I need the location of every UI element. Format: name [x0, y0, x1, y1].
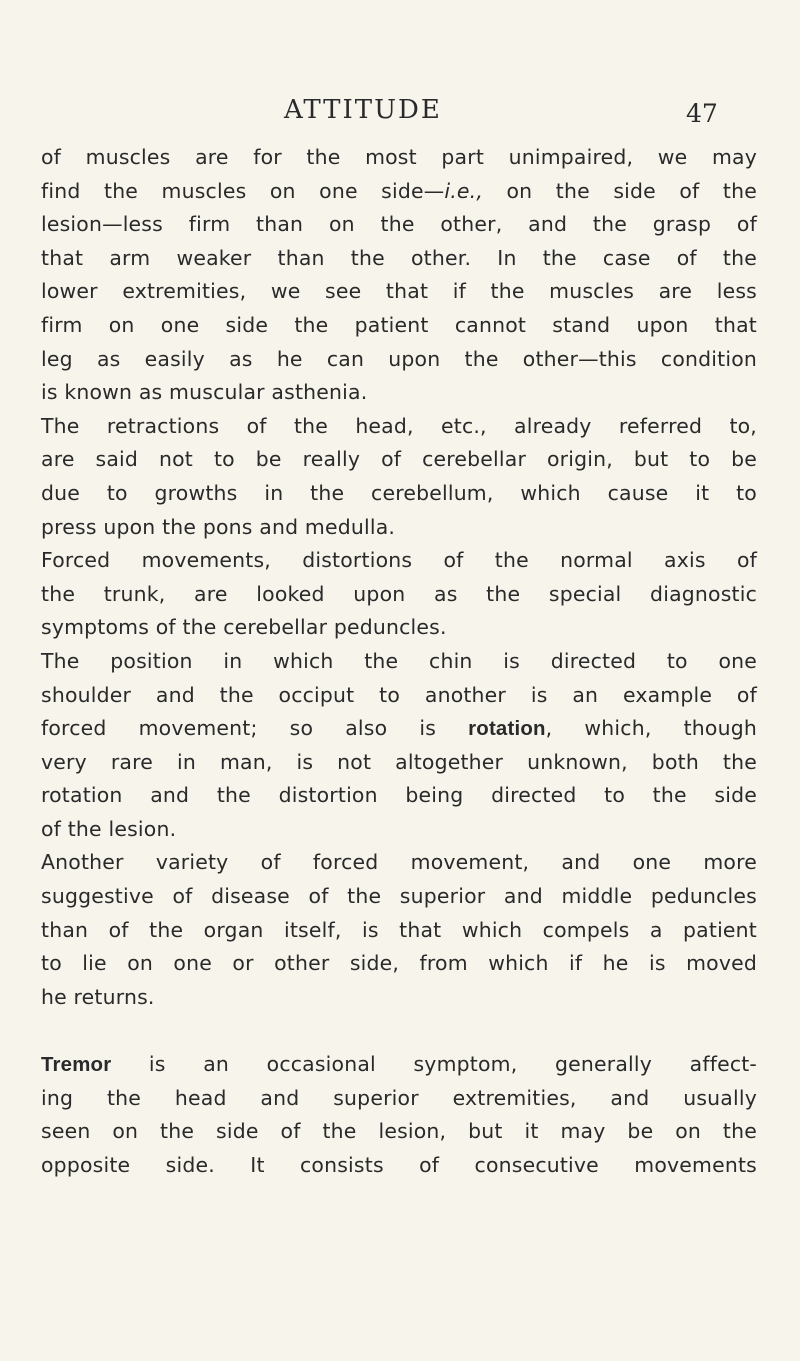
- text-line: he returns.: [41, 984, 155, 1009]
- text-line: opposite side. It consists of consecutive movements: [41, 1152, 757, 1177]
- bold-term-rotation: rotation: [468, 718, 546, 741]
- text-line: seen on the side of the lesion, but it may be on the: [41, 1119, 757, 1144]
- paragraph-gap: [41, 1014, 757, 1048]
- text-line: is known as muscular asthenia.: [41, 380, 368, 405]
- text-line: are said not to be really of cerebellar origin, but to be: [41, 447, 757, 472]
- body-text: [41, 141, 757, 1182]
- text-line: very rare in man, is not altogether unknown, both the: [41, 749, 757, 774]
- text-line: find the muscles on one side—i.e., on the side of the: [41, 178, 757, 203]
- text-line: firm on one side the patient cannot stand upon that: [41, 312, 757, 337]
- text-line: forced movement; so also is rotation, which, though: [41, 716, 757, 741]
- text-line: leg as easily as he can upon the other—this condition: [41, 346, 757, 371]
- text-line: The retractions of the head, etc., already referred to,: [41, 413, 757, 438]
- page-number: 47: [686, 99, 718, 128]
- text-line: to lie on one or other side, from which if he is moved: [41, 951, 757, 976]
- text-line: press upon the pons and medulla.: [41, 514, 396, 539]
- text-line: the trunk, are looked upon as the special diagnostic: [41, 581, 757, 606]
- text-line: of the lesion.: [41, 816, 177, 841]
- text-line: than of the organ itself, is that which compels a patient: [41, 917, 757, 942]
- text-line: The position in which the chin is directed to one: [41, 648, 757, 673]
- text-line: ing the head and superior extremities, and usually: [41, 1085, 757, 1110]
- text-line: lower extremities, we see that if the muscles are less: [41, 279, 757, 304]
- text-line: Another variety of forced movement, and one more: [41, 850, 757, 875]
- text-line: Tremor is an occasional symptom, generally affect-: [41, 1052, 757, 1077]
- text-line: Forced movements, distortions of the normal axis of: [41, 548, 757, 573]
- text-line: of muscles are for the most part unimpaired, we may: [41, 145, 757, 169]
- text-line: suggestive of disease of the superior and middle peduncles: [41, 884, 757, 909]
- bold-term-tremor: Tremor: [41, 1054, 112, 1077]
- text-line: symptoms of the cerebellar peduncles.: [41, 615, 447, 640]
- chapter-title: ATTITUDE: [284, 95, 442, 125]
- running-head: [0, 95, 800, 135]
- text-line: rotation and the distortion being directed to the side: [41, 783, 757, 808]
- text-line: due to growths in the cerebellum, which cause it to: [41, 480, 757, 505]
- text-line: that arm weaker than the other. In the case of the: [41, 245, 757, 270]
- text-line: lesion—less firm than on the other, and the grasp of: [41, 212, 757, 237]
- text-line: shoulder and the occiput to another is an example of: [41, 682, 757, 707]
- italic-abbreviation: i.e.,: [444, 178, 484, 203]
